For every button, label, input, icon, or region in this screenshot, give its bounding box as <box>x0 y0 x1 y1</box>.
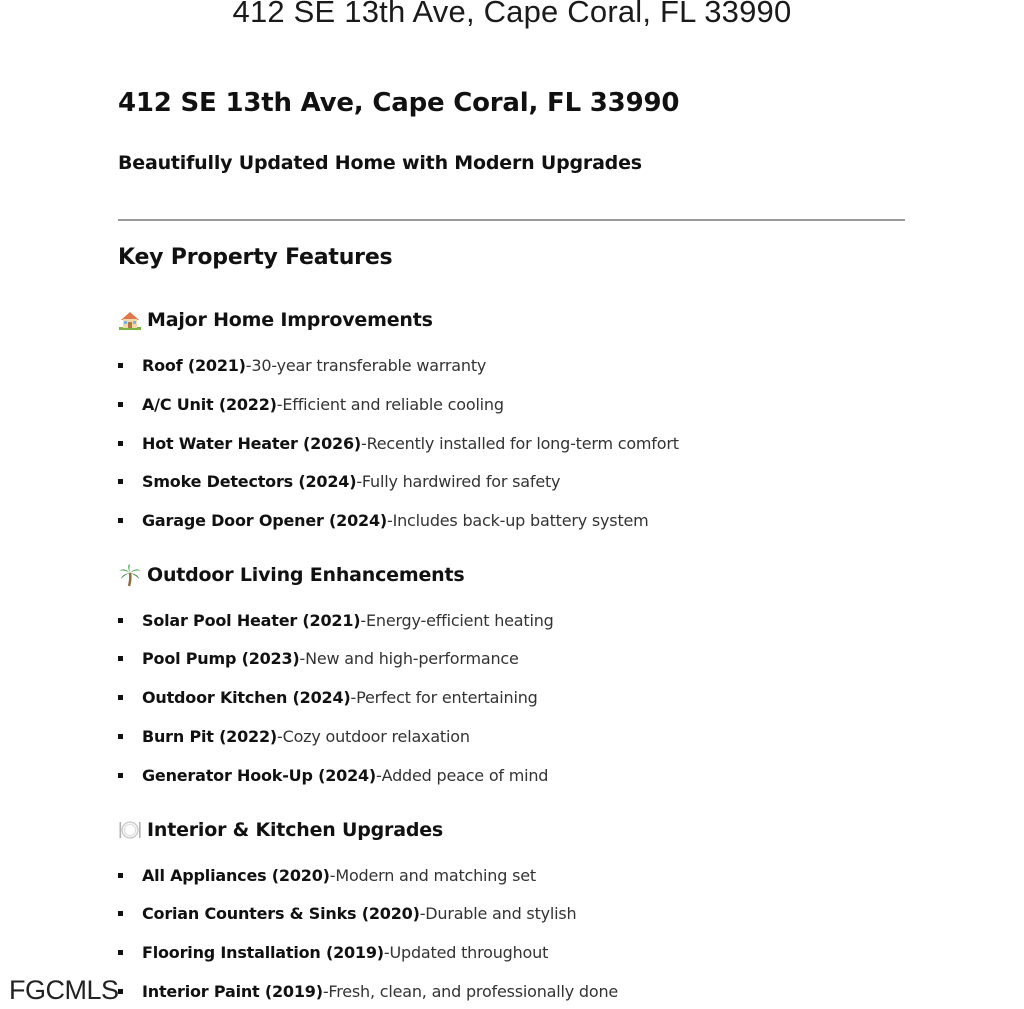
item-name: Solar Pool Heater (2021) <box>142 610 361 630</box>
list-item <box>118 686 538 708</box>
list-item <box>118 432 679 454</box>
item-name: Roof (2021) <box>142 355 246 375</box>
item-separator: - <box>350 687 357 707</box>
item-description: 30-year transferable warranty <box>251 355 487 375</box>
item-name: A/C Unit (2022) <box>142 394 277 414</box>
list-item <box>118 902 576 924</box>
section-heading-outdoor-living <box>118 562 464 588</box>
item-name: Burn Pit (2022) <box>142 726 278 746</box>
item-separator: - <box>376 765 382 785</box>
item-separator: - <box>419 903 426 923</box>
item-description: Modern and matching set <box>335 865 536 885</box>
item-separator: - <box>356 471 362 491</box>
item-separator: - <box>361 433 367 453</box>
item-separator: - <box>360 610 366 630</box>
section-heading-label: Major Home Improvements <box>147 309 433 331</box>
item-separator: - <box>329 865 336 885</box>
section-heading-label: Outdoor Living Enhancements <box>147 564 465 586</box>
item-name: Flooring Installation (2019) <box>142 942 384 962</box>
bullet <box>118 950 123 955</box>
item-name: Hot Water Heater (2026) <box>142 433 361 453</box>
item-separator: - <box>322 981 329 1001</box>
section-divider <box>118 219 905 221</box>
item-separator: - <box>277 726 283 746</box>
item-separator: - <box>245 355 252 375</box>
house-icon <box>118 308 142 332</box>
features-heading: Key Property Features <box>118 245 393 270</box>
list-item <box>118 470 560 492</box>
item-description: Recently installed for long-term comfort <box>366 433 679 453</box>
bullet <box>118 873 123 878</box>
bullet <box>118 989 123 994</box>
item-name: Interior Paint (2019) <box>142 981 323 1001</box>
bullet <box>118 402 123 407</box>
bullet <box>118 518 123 523</box>
list-item <box>118 647 519 669</box>
item-description: Fully hardwired for safety <box>361 471 561 491</box>
item-description: Energy-efficient heating <box>365 610 554 630</box>
bullet <box>118 479 123 484</box>
document-title: 412 SE 13th Ave, Cape Coral, FL 33990 <box>118 88 680 118</box>
list-item <box>118 354 486 376</box>
palm-tree-icon <box>118 563 142 587</box>
list-item <box>118 509 649 531</box>
item-description: Includes back-up battery system <box>392 510 649 530</box>
item-description: Cozy outdoor relaxation <box>282 726 470 746</box>
item-name: Outdoor Kitchen (2024) <box>142 687 351 707</box>
page-header-title: 412 SE 13th Ave, Cape Coral, FL 33990 <box>232 0 792 29</box>
item-description: Durable and stylish <box>425 903 577 923</box>
section-heading-label: Interior & Kitchen Upgrades <box>147 819 444 841</box>
item-description: Fresh, clean, and professionally done <box>328 981 619 1001</box>
item-description: Perfect for entertaining <box>356 687 538 707</box>
list-item <box>118 864 536 886</box>
list-item <box>118 725 470 747</box>
item-name: Smoke Detectors (2024) <box>142 471 357 491</box>
bullet <box>118 441 123 446</box>
item-separator: - <box>387 510 393 530</box>
mls-watermark: FGCMLS <box>9 975 119 1005</box>
list-item <box>118 980 618 1002</box>
section-heading-interior-kitchen <box>118 817 443 843</box>
section-heading-major-improvements <box>118 307 433 333</box>
bullet <box>118 695 123 700</box>
item-name: Garage Door Opener (2024) <box>142 510 387 530</box>
item-description: New and high-performance <box>305 648 519 668</box>
bullet <box>118 773 123 778</box>
item-separator: - <box>299 648 306 668</box>
item-name: Generator Hook-Up (2024) <box>142 765 377 785</box>
bullet <box>118 363 123 368</box>
bullet <box>118 618 123 623</box>
item-separator: - <box>276 394 283 414</box>
plate-utensils-icon <box>118 818 142 842</box>
bullet <box>118 734 123 739</box>
document-subtitle: Beautifully Updated Home with Modern Upgrades <box>118 152 642 174</box>
list-item <box>118 393 504 415</box>
item-description: Efficient and reliable cooling <box>282 394 504 414</box>
item-description: Added peace of mind <box>381 765 549 785</box>
item-separator: - <box>383 942 390 962</box>
bullet <box>118 656 123 661</box>
bullet <box>118 911 123 916</box>
item-name: Corian Counters & Sinks (2020) <box>142 903 420 923</box>
item-name: Pool Pump (2023) <box>142 648 300 668</box>
list-item <box>118 609 554 631</box>
item-description: Updated throughout <box>389 942 549 962</box>
item-name: All Appliances (2020) <box>142 865 330 885</box>
list-item <box>118 941 548 963</box>
list-item <box>118 764 548 786</box>
